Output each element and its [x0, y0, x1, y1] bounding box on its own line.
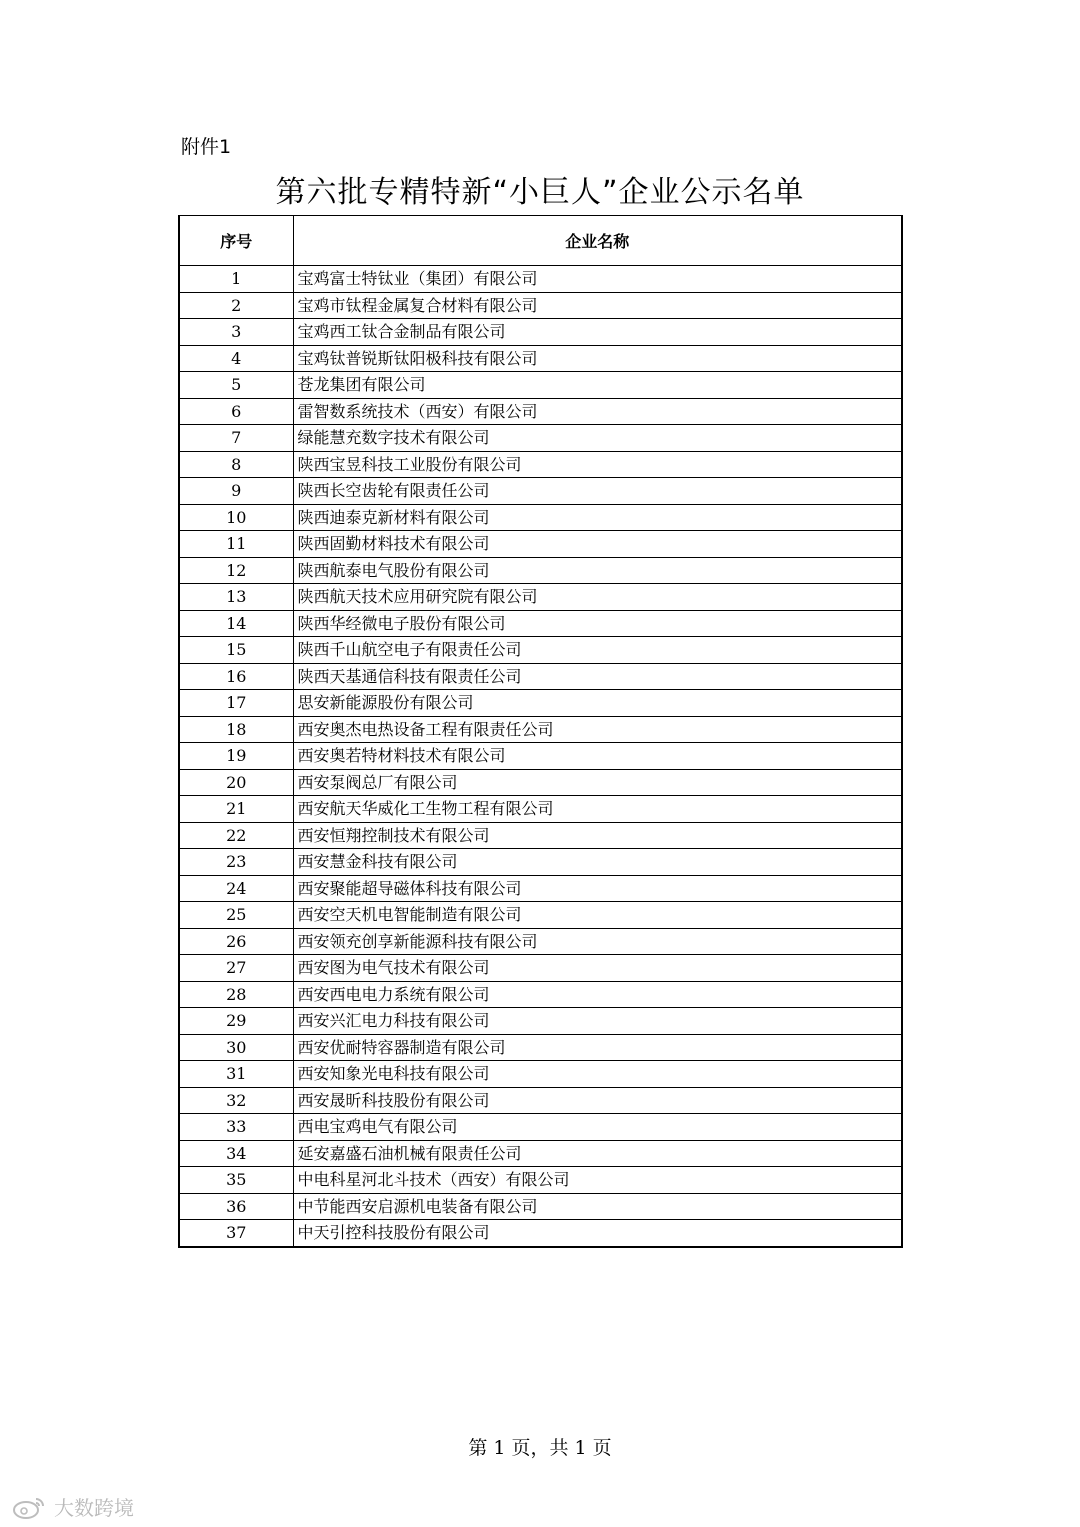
enterprise-name: 雷智数系统技术（西安）有限公司 [293, 398, 902, 425]
row-number: 16 [179, 663, 293, 690]
table-row [179, 425, 902, 452]
watermark-text: 大数跨境 [54, 1496, 134, 1520]
row-number: 14 [179, 610, 293, 637]
table-row [179, 981, 902, 1008]
row-number: 9 [179, 478, 293, 505]
table-row [179, 451, 902, 478]
enterprise-name: 宝鸡钛普锐斯钛阳极科技有限公司 [293, 345, 902, 372]
table-row [179, 398, 902, 425]
row-number: 22 [179, 822, 293, 849]
row-number: 27 [179, 955, 293, 982]
row-number: 26 [179, 928, 293, 955]
enterprise-name: 西安奥若特材料技术有限公司 [293, 743, 902, 770]
row-number: 31 [179, 1061, 293, 1088]
row-number: 37 [179, 1220, 293, 1247]
row-number: 3 [179, 319, 293, 346]
table-row [179, 637, 902, 664]
enterprise-name: 苍龙集团有限公司 [293, 372, 902, 399]
table-row [179, 1220, 902, 1247]
table-row [179, 875, 902, 902]
enterprise-name: 宝鸡市钛程金属复合材料有限公司 [293, 292, 902, 319]
enterprise-name: 西安优耐特容器制造有限公司 [293, 1034, 902, 1061]
row-number: 21 [179, 796, 293, 823]
table-row [179, 796, 902, 823]
enterprise-name: 西安晟昕科技股份有限公司 [293, 1087, 902, 1114]
row-number: 4 [179, 345, 293, 372]
row-number: 29 [179, 1008, 293, 1035]
table-row [179, 1034, 902, 1061]
row-number: 6 [179, 398, 293, 425]
table-row [179, 690, 902, 717]
enterprise-name: 陕西宝昱科技工业股份有限公司 [293, 451, 902, 478]
enterprise-name: 陕西长空齿轮有限责任公司 [293, 478, 902, 505]
row-number: 7 [179, 425, 293, 452]
table-row [179, 1193, 902, 1220]
enterprise-name: 陕西航天技术应用研究院有限公司 [293, 584, 902, 611]
enterprise-name: 西安领充创享新能源科技有限公司 [293, 928, 902, 955]
enterprise-name: 陕西天基通信科技有限责任公司 [293, 663, 902, 690]
enterprise-name: 西安恒翔控制技术有限公司 [293, 822, 902, 849]
enterprise-name: 宝鸡西工钛合金制品有限公司 [293, 319, 902, 346]
row-number: 33 [179, 1114, 293, 1141]
table-row [179, 372, 902, 399]
table-row [179, 557, 902, 584]
row-number: 24 [179, 875, 293, 902]
enterprise-name: 西安图为电气技术有限公司 [293, 955, 902, 982]
enterprise-name: 中电科星河北斗技术（西安）有限公司 [293, 1167, 902, 1194]
header-name: 企业名称 [293, 216, 902, 266]
table-row [179, 928, 902, 955]
table-row [179, 1114, 902, 1141]
table-header-row [179, 216, 902, 266]
table-row [179, 584, 902, 611]
table-row [179, 716, 902, 743]
row-number: 36 [179, 1193, 293, 1220]
table-row [179, 1167, 902, 1194]
enterprise-name: 西电宝鸡电气有限公司 [293, 1114, 902, 1141]
row-number: 23 [179, 849, 293, 876]
table-row [179, 266, 902, 293]
enterprise-name: 西安西电电力系统有限公司 [293, 981, 902, 1008]
enterprise-name: 绿能慧充数字技术有限公司 [293, 425, 902, 452]
row-number: 20 [179, 769, 293, 796]
table-row [179, 610, 902, 637]
enterprise-name: 宝鸡富士特钛业（集团）有限公司 [293, 266, 902, 293]
enterprise-name: 西安聚能超导磁体科技有限公司 [293, 875, 902, 902]
watermark [12, 1492, 134, 1521]
attachment-label: 附件1 [181, 136, 232, 158]
enterprise-name: 陕西千山航空电子有限责任公司 [293, 637, 902, 664]
row-number: 13 [179, 584, 293, 611]
enterprise-name: 陕西固勤材料技术有限公司 [293, 531, 902, 558]
enterprise-name: 西安空天机电智能制造有限公司 [293, 902, 902, 929]
row-number: 15 [179, 637, 293, 664]
table-row [179, 1087, 902, 1114]
table-row [179, 504, 902, 531]
enterprise-name: 延安嘉盛石油机械有限责任公司 [293, 1140, 902, 1167]
enterprise-name: 西安奥杰电热设备工程有限责任公司 [293, 716, 902, 743]
table-row [179, 769, 902, 796]
row-number: 34 [179, 1140, 293, 1167]
page-footer: 第 1 页，共 1 页 [468, 1437, 612, 1459]
row-number: 10 [179, 504, 293, 531]
table-row [179, 531, 902, 558]
enterprise-name: 陕西迪泰克新材料有限公司 [293, 504, 902, 531]
document-title: 第六批专精特新“小巨人”企业公示名单 [275, 175, 805, 210]
row-number: 8 [179, 451, 293, 478]
enterprise-name: 陕西航泰电气股份有限公司 [293, 557, 902, 584]
table-row [179, 1140, 902, 1167]
table-row [179, 849, 902, 876]
row-number: 17 [179, 690, 293, 717]
table-row [179, 822, 902, 849]
enterprise-name: 西安航天华威化工生物工程有限公司 [293, 796, 902, 823]
enterprise-name: 中天引控科技股份有限公司 [293, 1220, 902, 1247]
table-row [179, 1008, 902, 1035]
table-row [179, 743, 902, 770]
enterprise-name: 西安知象光电科技有限公司 [293, 1061, 902, 1088]
row-number: 30 [179, 1034, 293, 1061]
enterprise-name: 思安新能源股份有限公司 [293, 690, 902, 717]
table-row [179, 1061, 902, 1088]
enterprise-name: 西安兴汇电力科技有限公司 [293, 1008, 902, 1035]
row-number: 18 [179, 716, 293, 743]
row-number: 32 [179, 1087, 293, 1114]
enterprise-name: 西安泵阀总厂有限公司 [293, 769, 902, 796]
table-row [179, 292, 902, 319]
row-number: 25 [179, 902, 293, 929]
row-number: 28 [179, 981, 293, 1008]
weibo-logo-icon [12, 1494, 48, 1520]
row-number: 2 [179, 292, 293, 319]
enterprise-name: 中节能西安启源机电装备有限公司 [293, 1193, 902, 1220]
row-number: 1 [179, 266, 293, 293]
row-number: 5 [179, 372, 293, 399]
row-number: 11 [179, 531, 293, 558]
table-row [179, 345, 902, 372]
header-no: 序号 [179, 216, 293, 266]
row-number: 12 [179, 557, 293, 584]
table-row [179, 478, 902, 505]
table-row [179, 319, 902, 346]
enterprise-name: 陕西华经微电子股份有限公司 [293, 610, 902, 637]
enterprise-name: 西安慧金科技有限公司 [293, 849, 902, 876]
row-number: 35 [179, 1167, 293, 1194]
table-row [179, 955, 902, 982]
table-row [179, 663, 902, 690]
row-number: 19 [179, 743, 293, 770]
enterprise-table [178, 215, 903, 1248]
table-row [179, 902, 902, 929]
table-body [179, 266, 902, 1247]
